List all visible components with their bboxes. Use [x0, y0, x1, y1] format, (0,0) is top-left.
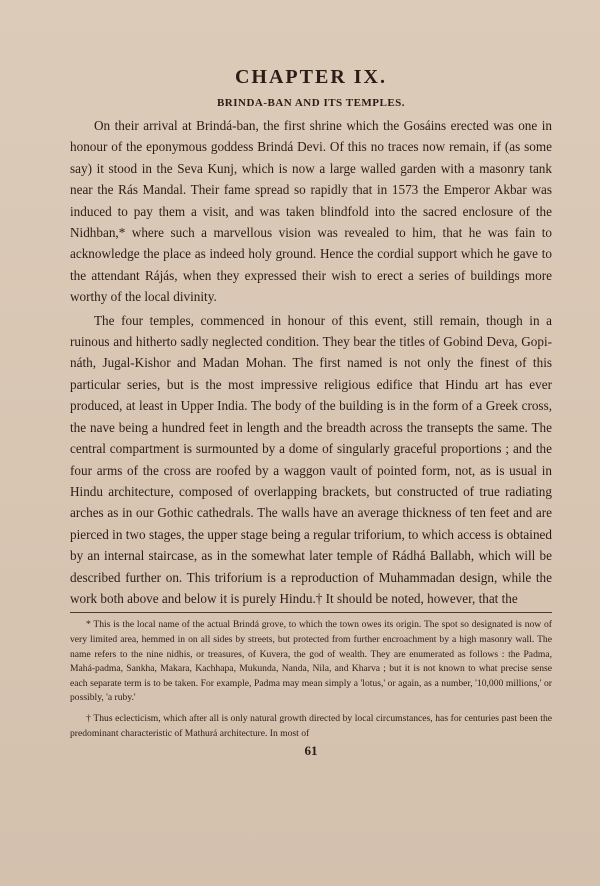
- chapter-subtitle: BRINDA-BAN AND ITS TEMPLES.: [216, 97, 406, 109]
- paragraph-2: The four temples, commenced in honour of this event, still remain, though in a ruinous and hitherto sadly neglected condition. They bear the titles of Gobind Deva, Gopi-náth, Jugal-Kishor and Madan Mohan. The first named is not only the finest of this particular series, but is the most impressive religious edifice that Hindu art has ever produced, at least in Upper India. The body of the building is in the form of a Greek cross, the nave being a hundred feet in length and the breadth across the transepts the same. The central compartment is surmounted by a dome of singularly graceful proportions ; and the four arms of the cross are roofed by a waggon vault of pointed form, not, as is usual in Hindu architecture, composed of overlapping brackets, but constructed of true radiating arches as in our Gothic cathedrals. The walls have an average thickness of ten feet and are pierced in two stages, the upper stage being a regular triforium, to which access is obtained by an internal staircase, as in the somewhat later temple of Rádhá Ballabh, which will be described further on. This triforium is a reproduction of Muhammadan design, while the work both above and below it is purely Hindu.† It should be noted, however, that the: [70, 312, 552, 606]
- footnote-2: † Thus eclecticism, which after all is only natural growth directed by local circumstances, has for centuries past been the predominant characteristic of Mathurá architecture. In most of: [70, 712, 552, 739]
- body-text: [70, 115, 552, 609]
- paragraph-1: On their arrival at Brindá-ban, the first shrine which the Gosáins erected was one in honour of the eponymous goddess Brindá Devi. Of this no traces now remain, if (as some say) it stood in the Seva Kunj, which is now a large walled garden with a masonry tank near the Rás Mandal. Their fame spread so rapidly that in 1573 the Emperor Akbar was induced to pay them a visit, and was taken blindfold into the sacred enclosure of the Nidhban,* where such a marvellous vision was revealed to him, that he was fain to acknowledge the place as indeed holy ground. Hence the cordial support which he gave to the attendant Rájás, when they expressed their wish to erect a series of buildings more worthy of the local divinity.: [70, 118, 552, 305]
- footnote-1: * This is the local name of the actual Brindá grove, to which the town owes its origin. The spot so designated is now of very limited area, hemmed in on all sides by streets, but protected from further encroachment by a high masonry wall. The name refers to the nine nidhis, or treasures, of Kuvera, the god of wealth. They are enumerated as follows : the Padma, Mahá-padma, Sankha, Makara, Kachhapa, Mukunda, Nanda, Nila, and Kharva ; but it is not known to what precise sense each separate term is to be taken. For example, Padma may mean simply a 'lotus,' or again, as a number, '10,000 millions,' or possibly, 'a ruby.': [70, 619, 552, 704]
- chapter-title: CHAPTER IX.: [234, 66, 387, 88]
- page-number: 61: [304, 743, 318, 759]
- footnote-divider: [70, 612, 552, 613]
- footnotes: [70, 618, 552, 741]
